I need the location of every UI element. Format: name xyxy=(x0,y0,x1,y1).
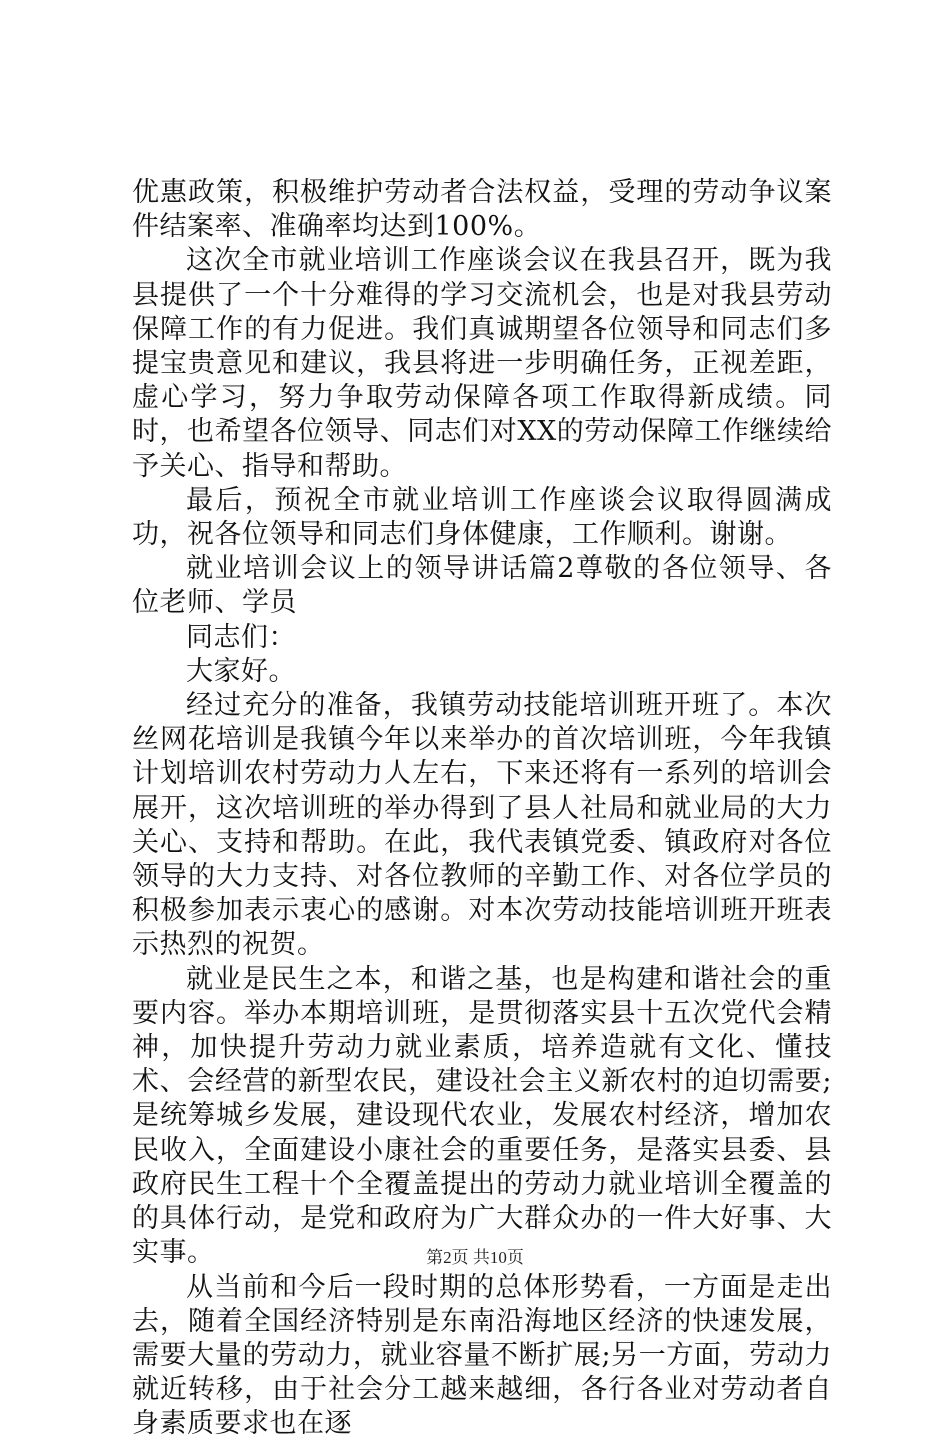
paragraph-8: 就业是民生之本，和谐之基，也是构建和谐社会的重要内容。举办本期培训班，是贯彻落实县十五次党代会精神，加快提升劳动力就业素质，培养造就有文化、懂技术、会经营的新型农民，建设社会主义新农村的迫切需要;是统筹城乡发展，建设现代农业，发展农村经济，增加农民收入，全面建设小康社会的重要任务，是落实县委、县政府民生工程十个全覆盖提出的劳动力就业培训全覆盖的的具体行动，是党和政府为广大群众办的一件大好事、大实事。 xyxy=(132,963,832,1269)
paragraph-3: 最后，预祝全市就业培训工作座谈会议取得圆满成功，祝各位领导和同志们身体健康，工作顺利。谢谢。 xyxy=(132,484,832,551)
paragraph-1: 优惠政策，积极维护劳动者合法权益，受理的劳动争议案件结案率、准确率均达到100%。 xyxy=(132,177,832,243)
page-footer: 第2页 共10页 xyxy=(426,1248,524,1267)
paragraph-4-heading: 就业培训会议上的领导讲话篇2尊敬的各位领导、各位老师、学员 xyxy=(132,553,832,619)
paragraph-5-salutation: 同志们： xyxy=(186,621,296,653)
paragraph-9: 从当前和今后一段时期的总体形势看，一方面是走出去，随着全国经济特别是东南沿海地区经济的快速发展，需要大量的劳动力，就业容量不断扩展;另一方面，劳动力就近转移，由于社会分工越来越细，各行各业对劳动者自身素质要求也在逐 xyxy=(132,1271,832,1440)
paragraph-7: 经过充分的准备，我镇劳动技能培训班开班了。本次丝网花培训是我镇今年以来举办的首次培训班，今年我镇计划培训农村劳动力人左右，下来还将有一系列的培训会展开，这次培训班的举办得到了县人社局和就业局的大力关心、支持和帮助。在此，我代表镇党委、镇政府对各位领导的大力支持、对各位教师的辛勤工作、对各位学员的积极参加表示衷心的感谢。对本次劳动技能培训班开班表示热烈的祝贺。 xyxy=(132,690,832,961)
paragraph-6-greeting: 大家好。 xyxy=(186,655,296,687)
paragraph-2: 这次全市就业培训工作座谈会议在我县召开，既为我县提供了一个十分难得的学习交流机会，也是对我县劳动保障工作的有力促进。我们真诚期望各位领导和同志们多提宝贵意见和建议，我县将进一步明确任务，正视差距，虚心学习，努力争取劳动保障各项工作取得新成绩。同时，也希望各位领导、同志们对XX的劳动保障工作继续给予关心、指导和帮助。 xyxy=(132,245,832,482)
